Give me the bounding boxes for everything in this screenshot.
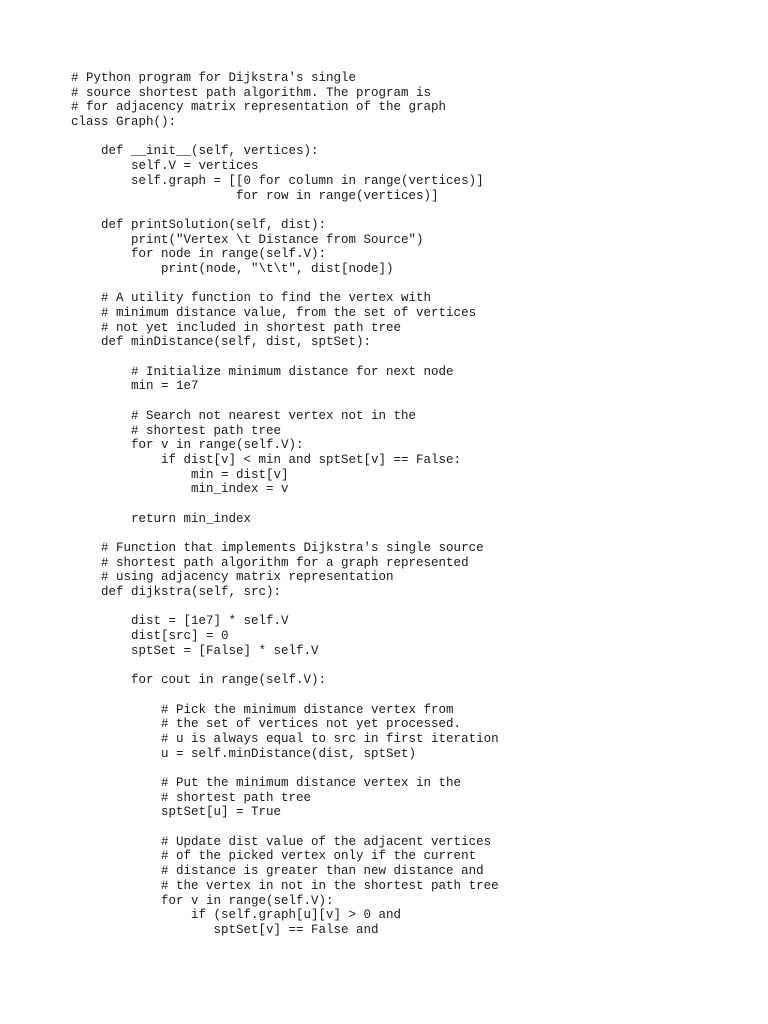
code-block xyxy=(71,71,499,938)
code-line: u = self.minDistance(dist, sptSet) xyxy=(71,746,417,761)
code-line xyxy=(71,350,499,365)
code-line: class Graph(): xyxy=(71,115,177,130)
code-line xyxy=(71,203,499,218)
code-line: # distance is greater than new distance and xyxy=(71,864,484,879)
code-line xyxy=(71,130,499,145)
code-line: # Put the minimum distance vertex in the xyxy=(71,776,462,790)
code-line: min_index = v xyxy=(71,482,289,497)
code-line: def minDistance(self, dist, sptSet): xyxy=(71,335,372,350)
code-line: self.graph = [[0 for column in range(vertices)] xyxy=(71,173,484,188)
code-line xyxy=(71,688,499,703)
code-line xyxy=(71,659,499,674)
code-line xyxy=(71,394,499,409)
code-line: return min_index xyxy=(71,511,252,526)
code-line: # Python program for Dijkstra's single xyxy=(71,71,357,85)
code-line: print(node, "\t\t", dist[node]) xyxy=(71,261,394,276)
code-line xyxy=(71,497,499,512)
code-line: # Initialize minimum distance for next node xyxy=(71,364,454,379)
code-line: if (self.graph[u][v] > 0 and xyxy=(71,908,402,923)
code-line: sptSet = [False] * self.V xyxy=(71,643,319,658)
code-line: for cout in range(self.V): xyxy=(71,673,327,688)
code-line: # using adjacency matrix representation xyxy=(71,570,394,585)
code-line: min = 1e7 xyxy=(71,379,199,394)
code-line: # the vertex in not in the shortest path tree xyxy=(71,878,499,893)
code-line xyxy=(71,820,499,835)
code-line: sptSet[v] == False and xyxy=(71,922,379,937)
code-line: # shortest path tree xyxy=(71,790,312,805)
code-line: def printSolution(self, dist): xyxy=(71,217,327,232)
code-line: for node in range(self.V): xyxy=(71,247,327,262)
code-line: # of the picked vertex only if the current xyxy=(71,849,477,864)
code-line: # not yet included in shortest path tree xyxy=(71,320,402,335)
code-line: dist[src] = 0 xyxy=(71,629,229,644)
code-line: # Update dist value of the adjacent vertices xyxy=(71,834,492,849)
code-line xyxy=(71,761,499,776)
code-line: # u is always equal to src in first iteration xyxy=(71,731,499,746)
code-line: # Function that implements Dijkstra's single source xyxy=(71,541,484,555)
code-line: def __init__(self, vertices): xyxy=(71,144,319,159)
code-line: # for adjacency matrix representation of the graph xyxy=(71,100,447,115)
code-line: sptSet[u] = True xyxy=(71,805,282,820)
code-line: dist = [1e7] * self.V xyxy=(71,614,289,629)
code-line: if dist[v] < min and sptSet[v] == False: xyxy=(71,452,462,467)
code-line: for v in range(self.V): xyxy=(71,893,334,908)
code-line: # shortest path algorithm for a graph represented xyxy=(71,555,469,570)
code-line: # Search not nearest vertex not in the xyxy=(71,408,417,423)
code-line: min = dist[v] xyxy=(71,467,289,482)
code-line xyxy=(71,277,499,292)
code-line xyxy=(71,600,499,615)
code-line: for v in range(self.V): xyxy=(71,438,304,453)
code-line: for row in range(vertices)] xyxy=(71,188,439,203)
code-line: self.V = vertices xyxy=(71,159,259,174)
code-line: print("Vertex \t Distance from Source") xyxy=(71,232,424,247)
code-line: # Pick the minimum distance vertex from xyxy=(71,702,454,717)
code-line: # the set of vertices not yet processed. xyxy=(71,717,462,732)
code-line: # A utility function to find the vertex with xyxy=(71,291,432,306)
code-line: # shortest path tree xyxy=(71,423,282,438)
code-line xyxy=(71,526,499,541)
code-line: # minimum distance value, from the set of vertices xyxy=(71,306,477,320)
code-line: def dijkstra(self, src): xyxy=(71,585,282,600)
code-line: # source shortest path algorithm. The program is xyxy=(71,85,432,100)
